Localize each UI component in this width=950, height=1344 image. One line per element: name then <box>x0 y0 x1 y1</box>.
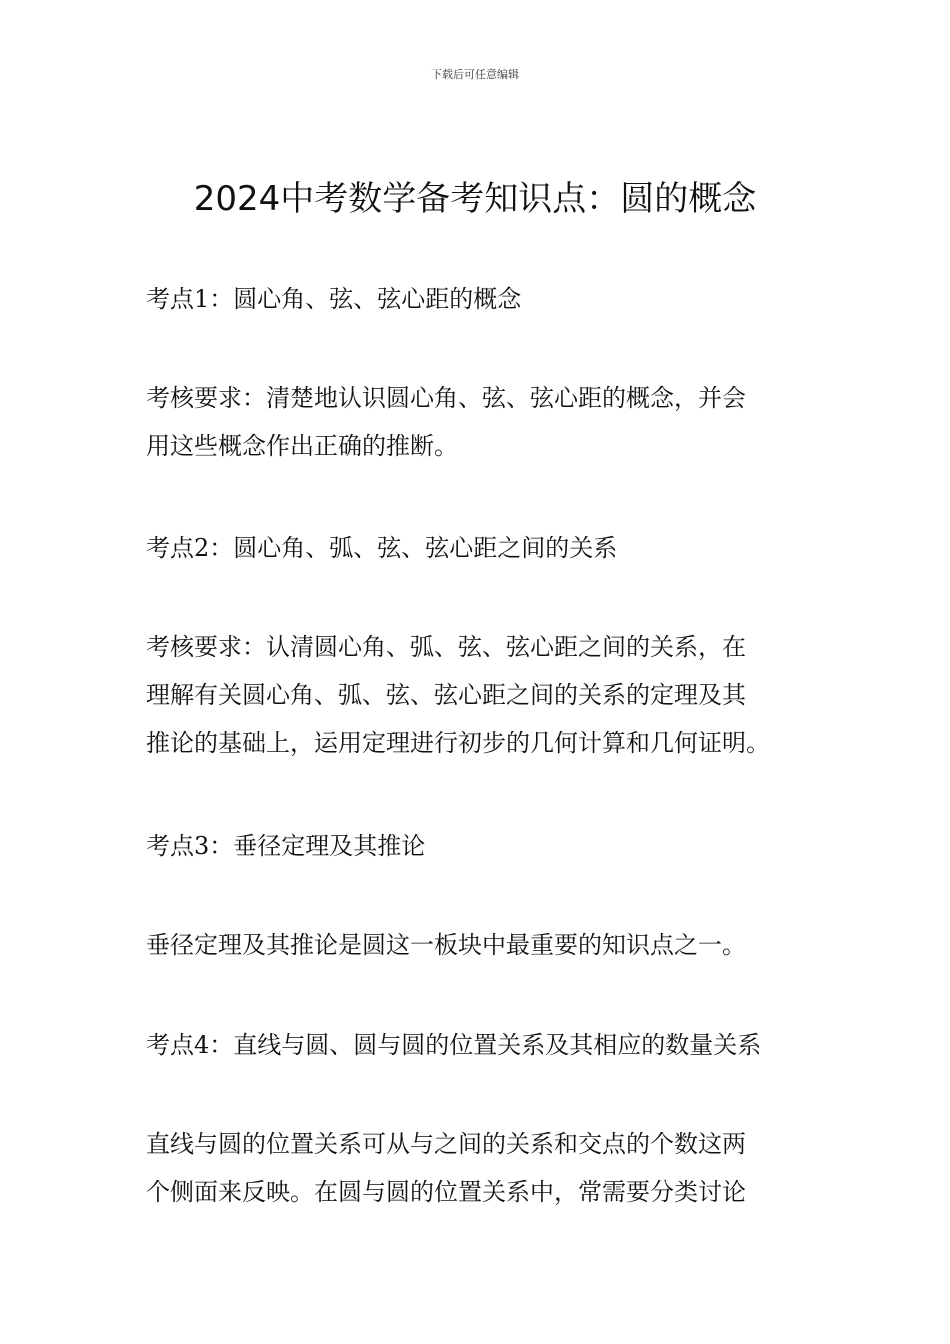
section-4-heading <box>146 1021 808 1069</box>
section-1-heading <box>146 275 808 323</box>
body-line: 用这些概念作出正确的推断。 <box>146 432 458 460</box>
body-line: 推论的基础上，运用定理进行初步的几何计算和几何证明。 <box>146 729 770 757</box>
body-line: 直线与圆的位置关系可从与之间的关系和交点的个数这两 <box>146 1130 746 1158</box>
body-line: 考核要求：认清圆心角、弧、弦、弦心距之间的关系，在 <box>146 633 746 661</box>
heading-text: 考点1：圆心角、弦、弦心距的概念 <box>146 285 522 313</box>
header-note: 下载后可任意编辑 <box>431 68 519 81</box>
heading-text: 考点2：圆心角、弧、弦、弦心距之间的关系 <box>146 534 618 562</box>
section-4-body <box>146 1120 808 1216</box>
section-2-heading <box>146 524 808 572</box>
body-line: 理解有关圆心角、弧、弦、弦心距之间的关系的定理及其 <box>146 681 746 709</box>
body-line: 垂径定理及其推论是圆这一板块中最重要的知识点之一。 <box>146 931 746 959</box>
body-line: 个侧面来反映。在圆与圆的位置关系中，常需要分类讨论 <box>146 1178 746 1206</box>
section-1-body <box>146 374 808 470</box>
section-3-body <box>146 921 808 969</box>
section-2-body <box>146 623 808 767</box>
document-title: 2024中考数学备考知识点：圆的概念 <box>193 179 757 219</box>
heading-text: 考点4：直线与圆、圆与圆的位置关系及其相应的数量关系 <box>146 1031 762 1059</box>
body-line: 考核要求：清楚地认识圆心角、弦、弦心距的概念，并会 <box>146 384 746 412</box>
section-3-heading <box>146 822 808 870</box>
heading-text: 考点3：垂径定理及其推论 <box>146 832 426 860</box>
